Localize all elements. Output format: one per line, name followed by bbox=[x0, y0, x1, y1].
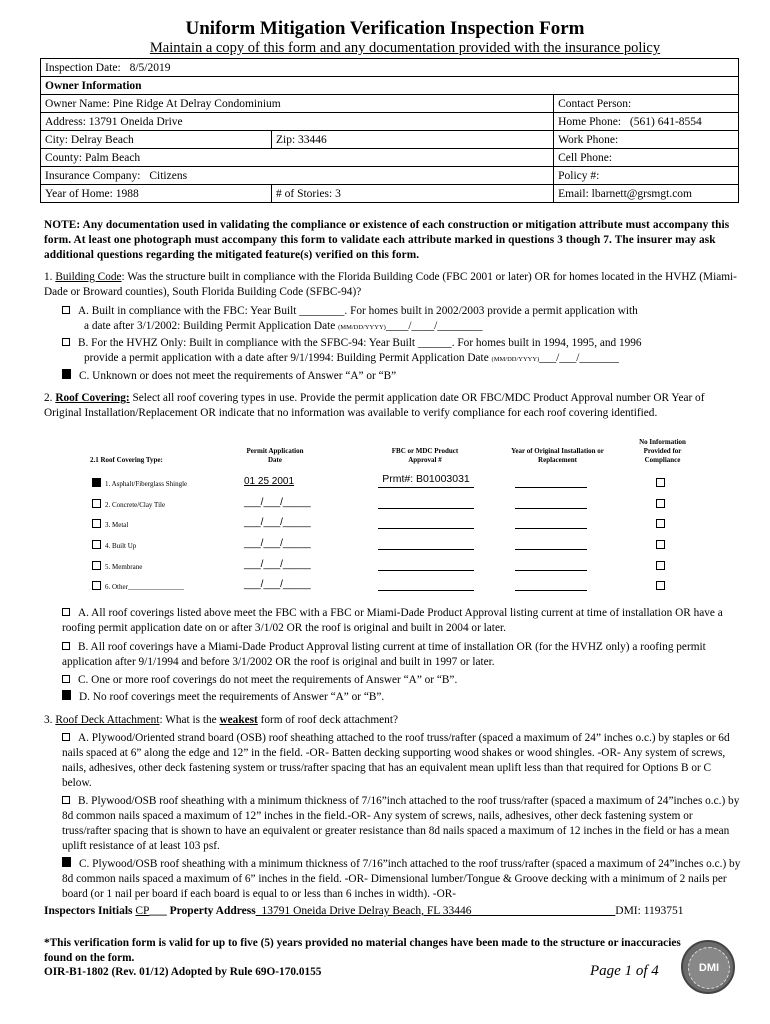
form-title: Uniform Mitigation Verification Inspection Form bbox=[185, 18, 585, 39]
stories-label: # of Stories: bbox=[276, 187, 333, 200]
q1-b-checkbox[interactable] bbox=[62, 338, 70, 346]
roof-covering-checkbox[interactable] bbox=[92, 561, 101, 570]
q3-heading: Roof Deck Attachment bbox=[55, 714, 160, 726]
q1-b-line1: B. For the HVHZ Only: Built in compliance with the SFBC-94: Year Built ______. For homes built in 1994, 1995, and 1996 bbox=[78, 337, 642, 349]
address-cell bbox=[41, 113, 554, 131]
roof-covering-label: 6. Other________________ bbox=[105, 583, 184, 591]
q1-b-line2: provide a permit application with a date after 9/1/1994: Building Permit Application Date bbox=[84, 352, 489, 364]
form-subtitle: Maintain a copy of this form and any documentation provided with the insurance policy bbox=[149, 40, 661, 56]
q2-heading: Roof Covering: bbox=[55, 392, 130, 404]
home-phone-label: Home Phone: bbox=[558, 115, 622, 128]
q2-b-checkbox[interactable] bbox=[62, 642, 70, 650]
q3-option-a bbox=[62, 731, 742, 791]
work-phone-cell bbox=[554, 131, 739, 149]
roof-covering-label: 2. Concrete/Clay Tile bbox=[105, 501, 166, 509]
q3-option-b bbox=[62, 794, 742, 854]
roof-covering-label: 5. Membrane bbox=[105, 563, 143, 571]
q2-b-label: B. All roof coverings have a Miami-Dade Product Approval listing current at time of installation OR (for the HVHZ only) a roofing permit application after 9/1/1994 and before 3/1/2002 OR the roof is original and built in 1997 or later. bbox=[62, 641, 706, 668]
contact-person-cell bbox=[554, 95, 739, 113]
roof-covering-row bbox=[92, 561, 142, 571]
owner-name-cell bbox=[41, 95, 554, 113]
owner-name-value[interactable]: Pine Ridge At Delray Condominium bbox=[112, 97, 281, 110]
q1-heading: Building Code bbox=[55, 271, 122, 283]
stories-value[interactable]: 3 bbox=[335, 187, 341, 200]
q2-d-label: D. No roof coverings meet the requirements of Answer “A” or “B”. bbox=[79, 691, 385, 703]
permit-date-field[interactable]: ___/___/_____ bbox=[244, 497, 311, 508]
q3-c-label: C. Plywood/OSB roof sheathing with a minimum thickness of 7/16”inch attached to the roof truss/rafter (spaced a maximum of 24”inches o.c.) by 8d common nails spaced a maximum of 6” inches in the field. -OR- Dimensional lumber/Tongue & Groove decking with a minimum of 2 nails per board (or 1 nail per board if each board is equal to or less than 6 inches in width). -OR- bbox=[62, 858, 741, 900]
no-information-checkbox[interactable] bbox=[656, 581, 665, 590]
address-value[interactable]: 13791 Oneida Drive bbox=[88, 115, 183, 128]
fbc-approval-field[interactable] bbox=[378, 494, 474, 509]
q2-option-a bbox=[62, 606, 742, 636]
roof-covering-checkbox[interactable] bbox=[92, 540, 101, 549]
policy-label: Policy #: bbox=[558, 169, 600, 182]
year-installation-field[interactable] bbox=[515, 473, 587, 488]
q1-a-checkbox[interactable] bbox=[62, 306, 70, 314]
permit-date-field[interactable]: ___/___/_____ bbox=[244, 517, 311, 528]
roof-covering-checkbox[interactable] bbox=[92, 499, 101, 508]
email-value[interactable]: lbarnett@grsmgt.com bbox=[591, 187, 692, 200]
fbc-approval-field[interactable] bbox=[378, 556, 474, 571]
permit-date-field[interactable]: ___/___/_____ bbox=[244, 538, 311, 549]
q1-a-date-field[interactable]: ____/____/________ bbox=[385, 320, 483, 332]
q2-body: Select all roof covering types in use. Provide the permit application date OR FBC/MDC Product Approval number OR Year of Original Installation/Replacement OR indicate that no information was available to verify compliance for each roof covering identified. bbox=[44, 392, 705, 419]
zip-cell bbox=[272, 131, 554, 149]
county-value[interactable]: Palm Beach bbox=[84, 151, 141, 164]
roof-covering-checkbox[interactable] bbox=[92, 581, 101, 590]
stories-cell bbox=[272, 185, 554, 203]
q2-c-label: C. One or more roof coverings do not meet the requirements of Answer “A” or “B”. bbox=[78, 674, 458, 686]
owner-info-heading: Owner Information bbox=[41, 77, 739, 95]
q1-b-date-format: (MM/DD/YYYY) bbox=[491, 356, 540, 363]
q1-number: 1. bbox=[44, 271, 53, 283]
documentation-note: NOTE: Any documentation used in validating the compliance or existence of each construction or mitigation attribute must accompany this form. At least one photograph must accompany this form to validate each attribute marked in questions 3 though 7. The insurer may ask additional questions regarding the mitigated feature(s) verified on this form. bbox=[44, 219, 730, 261]
city-value[interactable]: Delray Beach bbox=[70, 133, 134, 146]
zip-value[interactable]: 33446 bbox=[298, 133, 327, 146]
no-information-checkbox[interactable] bbox=[656, 519, 665, 528]
home-phone-value[interactable]: (561) 641-8554 bbox=[629, 115, 702, 128]
roof-covering-label: 3. Metal bbox=[105, 521, 129, 529]
contact-person-label: Contact Person: bbox=[558, 97, 632, 110]
year-installation-field[interactable] bbox=[515, 535, 587, 550]
permit-date-header: Permit Application Date bbox=[246, 447, 304, 464]
no-information-checkbox[interactable] bbox=[656, 540, 665, 549]
roof-covering-row bbox=[92, 581, 184, 591]
q3-weakest: weakest bbox=[219, 714, 258, 726]
property-address-value[interactable]: _13791 Oneida Drive Delray Beach, FL 33446_________________________ bbox=[255, 905, 616, 917]
city-cell bbox=[41, 131, 272, 149]
year-installation-field[interactable] bbox=[515, 556, 587, 571]
form-id: OIR-B1-1802 (Rev. 01/12) Adopted by Rule 69O-170.0155 bbox=[44, 966, 322, 978]
insurance-cell bbox=[41, 167, 554, 185]
q2-a-checkbox[interactable] bbox=[62, 608, 70, 616]
county-cell bbox=[41, 149, 554, 167]
permit-date-field[interactable]: 01 25 2001 bbox=[244, 476, 295, 487]
q1-c-checkbox[interactable] bbox=[62, 369, 71, 379]
q3-a-checkbox[interactable] bbox=[62, 733, 70, 741]
year-installation-field[interactable] bbox=[515, 494, 587, 509]
dmi-seal-icon bbox=[681, 940, 735, 994]
no-information-checkbox[interactable] bbox=[656, 499, 665, 508]
property-address-label: Property Address bbox=[169, 905, 256, 917]
q2-d-checkbox[interactable] bbox=[62, 690, 71, 700]
q1-c-label: C. Unknown or does not meet the requirements of Answer “A” or “B” bbox=[79, 370, 397, 382]
q2-option-c bbox=[62, 673, 742, 688]
q2-number: 2. bbox=[44, 392, 53, 404]
q1-option-a bbox=[62, 304, 742, 335]
roof-covering-row bbox=[92, 519, 128, 529]
dmi-seal-text: DMI bbox=[688, 947, 730, 989]
email-label: Email: bbox=[558, 187, 589, 200]
q2-c-checkbox[interactable] bbox=[62, 675, 70, 683]
no-information-checkbox[interactable] bbox=[656, 478, 665, 487]
inspection-date-label: Inspection Date: bbox=[45, 61, 121, 74]
no-information-checkbox[interactable] bbox=[656, 561, 665, 570]
city-label: City: bbox=[45, 133, 69, 146]
roof-covering-row bbox=[92, 478, 187, 488]
page-number: Page 1 of 4 bbox=[590, 963, 659, 979]
insurance-label: Insurance Company: bbox=[45, 169, 141, 182]
year-installation-field[interactable] bbox=[515, 576, 587, 591]
permit-date-field[interactable]: ___/___/_____ bbox=[244, 579, 311, 590]
owner-info-table bbox=[40, 58, 739, 203]
no-information-header: No Information Provided for Compliance bbox=[639, 438, 686, 464]
insurance-value[interactable]: Citizens bbox=[149, 169, 188, 182]
dmi-number: DMI: 1193751 bbox=[615, 905, 684, 917]
q1-option-c bbox=[62, 369, 742, 384]
policy-cell bbox=[554, 167, 739, 185]
q1-body: : Was the structure built in compliance with the Florida Building Code (FBC 2001 or later) OR for homes located in the HVHZ (Miami-Dade or Broward counties), South Florida Building Code (SFBC-94)? bbox=[44, 271, 737, 298]
fbc-approval-header: FBC or MDC Product Approval # bbox=[391, 447, 459, 464]
q3-text bbox=[44, 713, 739, 728]
roof-covering-row bbox=[92, 499, 165, 509]
fbc-approval-field[interactable] bbox=[378, 535, 474, 550]
q1-a-date-format: (MM/DD/YYYY) bbox=[338, 324, 386, 331]
roof-covering-checkbox[interactable] bbox=[92, 478, 101, 487]
email-cell bbox=[554, 185, 739, 203]
cell-phone-cell bbox=[554, 149, 739, 167]
year-home-label: Year of Home: bbox=[45, 187, 113, 200]
county-label: County: bbox=[45, 151, 83, 164]
q1-b-date-field[interactable]: ___/___/_______ bbox=[539, 352, 619, 364]
q1-a-line2: a date after 3/1/2002: Building Permit Application Date bbox=[84, 320, 336, 332]
q3-a-label: A. Plywood/Oriented strand board (OSB) roof sheathing attached to the roof truss/rafter (spaced a maximum of 24” inches o.c.) by staples or 6d nails spaced at 6” along the edge and 12” in the field. -OR- Batten decking supporting wood shakes or wood shingles. -OR- Any system of screws, nails, adhesives, other deck fastening system or truss/rafter spacing that has an equivalent mean uplift less than that required for Options B or C below. bbox=[62, 732, 730, 789]
permit-date-field[interactable]: ___/___/_____ bbox=[244, 559, 311, 570]
q1-option-b bbox=[62, 336, 742, 367]
q3-body-pre: : What is the bbox=[159, 714, 220, 726]
q3-b-checkbox[interactable] bbox=[62, 796, 70, 804]
q3-number: 3. bbox=[44, 714, 53, 726]
roof-covering-type-header: 2.1 Roof Covering Type: bbox=[90, 456, 163, 464]
roof-covering-checkbox[interactable] bbox=[92, 519, 101, 528]
q3-body-post: form of roof deck attachment? bbox=[257, 714, 398, 726]
roof-covering-label: 4. Built Up bbox=[105, 542, 137, 550]
initials-label: Inspectors Initials bbox=[44, 905, 133, 917]
initials-value[interactable]: CP bbox=[135, 905, 150, 917]
q3-c-checkbox[interactable] bbox=[62, 857, 71, 867]
inspection-date-cell bbox=[41, 59, 739, 77]
q1-text bbox=[44, 270, 739, 300]
validity-note: *This verification form is valid for up to five (5) years provided no material changes have been made to the structure or inaccuracies found on the form. bbox=[44, 937, 681, 964]
q1-a-line1: A. Built in compliance with the FBC: Year Built ________. For homes built in 2002/2003 provide a permit application with bbox=[78, 305, 638, 317]
owner-name-label: Owner Name: bbox=[45, 97, 110, 110]
initials-trail: ___ bbox=[149, 905, 167, 917]
year-home-value[interactable]: 1988 bbox=[115, 187, 139, 200]
q2-option-b bbox=[62, 640, 742, 670]
q2-option-d bbox=[62, 690, 742, 705]
year-installation-header: Year of Original Installation or Replacement bbox=[511, 447, 604, 464]
q3-option-c bbox=[62, 857, 742, 902]
address-label: Address: bbox=[45, 115, 86, 128]
roof-covering-row bbox=[92, 540, 136, 550]
fbc-approval-field[interactable] bbox=[378, 576, 474, 591]
q3-b-label: B. Plywood/OSB roof sheathing with a minimum thickness of 7/16”inch attached to the roof truss/rafter (spaced a maximum of 24”inches o.c.) by 8d common nails spaced a maximum of 12” inches in the field.-OR- Any system of screws, nails, adhesives, other deck fastening system or truss/rafter spacing that is shown to have an equivalent or greater resistance than 8d nails spaced a maximum of 12 inches in the field or has a mean uplift resistance of at least 103 psf. bbox=[62, 795, 740, 852]
work-phone-label: Work Phone: bbox=[558, 133, 619, 146]
roof-covering-label: 1. Asphalt/Fiberglass Shingle bbox=[105, 480, 188, 488]
fbc-approval-field[interactable] bbox=[378, 514, 474, 529]
inspector-footer bbox=[44, 905, 744, 917]
home-phone-cell bbox=[554, 113, 739, 131]
inspection-date-value[interactable]: 8/5/2019 bbox=[129, 61, 171, 74]
year-installation-field[interactable] bbox=[515, 514, 587, 529]
zip-label: Zip: bbox=[276, 133, 296, 146]
q2-text bbox=[44, 391, 739, 421]
q2-a-label: A. All roof coverings listed above meet the FBC with a FBC or Miami-Dade Product Approval listing current at time of installation OR have a roofing permit application date on or after 3/1/02 OR the roof is original and built in 2004 or later. bbox=[62, 607, 723, 634]
fbc-approval-field[interactable]: Prmt#: B01003031 bbox=[378, 473, 474, 488]
year-home-cell bbox=[41, 185, 272, 203]
cell-phone-label: Cell Phone: bbox=[558, 151, 613, 164]
